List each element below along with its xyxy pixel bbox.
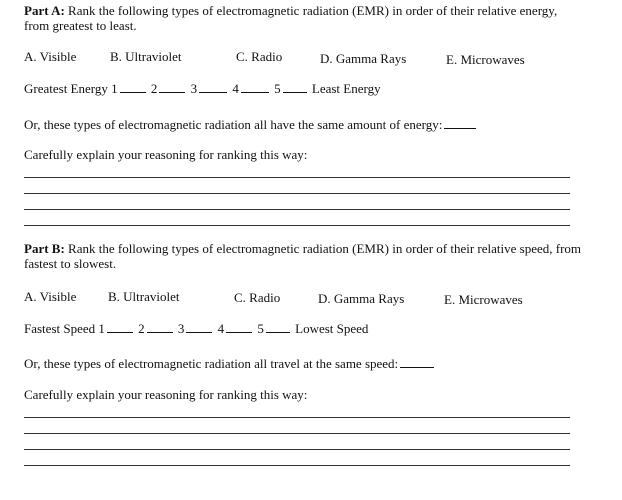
part-a-rank-1-number: 1 <box>111 81 118 96</box>
part-b-intro: Rank the following types of electromagnetic radiation (EMR) in order of their relative speed, from fastest to slowest. <box>24 241 582 271</box>
part-a-rank-3-number: 3 <box>190 81 198 96</box>
part-b-rank-4-number: 4 <box>217 321 225 336</box>
part-b-option-c: C. Radio <box>234 290 281 305</box>
part-b-rank-1-blank[interactable] <box>107 321 133 333</box>
part-b-rank-end: Lowest Speed <box>295 321 369 336</box>
part-a-option-b: B. Ultraviolet <box>110 49 182 64</box>
part-a-rank-end: Least Energy <box>311 81 381 96</box>
part-b-option-d: D. Gamma Rays <box>318 291 405 306</box>
part-b-answer-line-2[interactable] <box>24 433 570 434</box>
part-b-rank-3-blank[interactable] <box>186 321 212 333</box>
part-a-label: Part A: <box>24 3 65 18</box>
part-a-instructions <box>24 3 584 33</box>
part-b-rank-2-number: 2 <box>138 321 145 336</box>
part-a-option-c: C. Radio <box>236 49 283 64</box>
part-a-answer-line-3[interactable] <box>24 209 570 210</box>
part-a-option-d: D. Gamma Rays <box>320 51 407 66</box>
part-a-rank-1-blank[interactable] <box>120 81 146 93</box>
part-b-rank-2-blank[interactable] <box>147 321 173 333</box>
part-a-same-blank[interactable] <box>444 117 476 129</box>
part-a-answer-line-2[interactable] <box>24 193 570 194</box>
part-a-rank-4-number: 4 <box>232 81 239 96</box>
part-b-label: Part B: <box>24 241 65 256</box>
part-b-instructions <box>24 241 584 271</box>
part-a-intro: Rank the following types of electromagnetic radiation (EMR) in order of their relative energy, from greatest to least. <box>24 3 558 33</box>
part-b-ranking-row <box>24 321 368 337</box>
part-b-explain-prompt: Carefully explain your reasoning for ranking this way: <box>24 387 308 402</box>
part-a-explain-prompt: Carefully explain your reasoning for ranking this way: <box>24 147 308 162</box>
part-b-option-e: E. Microwaves <box>444 292 523 307</box>
part-a-answer-line-1[interactable] <box>24 177 570 178</box>
part-b-same-blank[interactable] <box>400 356 434 368</box>
part-a-same-question: Or, these types of electromagnetic radiation all have the same amount of energy: <box>24 117 443 132</box>
part-a-option-a: A. Visible <box>24 49 77 64</box>
part-a-same-row <box>24 117 478 133</box>
part-b-rank-4-blank[interactable] <box>226 321 252 333</box>
part-b-answer-line-1[interactable] <box>24 417 570 418</box>
part-b-same-question: Or, these types of electromagnetic radiation all travel at the same speed: <box>24 356 399 371</box>
part-b-rank-1-number: 1 <box>98 321 105 336</box>
part-a-rank-3-blank[interactable] <box>199 81 227 93</box>
part-b-rank-5-blank[interactable] <box>266 321 290 333</box>
part-b-same-row <box>24 356 436 372</box>
part-a-rank-2-blank[interactable] <box>159 81 185 93</box>
part-b-option-a: A. Visible <box>24 289 77 304</box>
part-b-option-b: B. Ultraviolet <box>108 289 180 304</box>
part-a-rank-2-number: 2 <box>150 81 158 96</box>
part-a-rank-5-number: 5 <box>274 81 281 96</box>
part-b-answer-line-4[interactable] <box>24 465 570 466</box>
part-a-option-e: E. Microwaves <box>446 52 525 67</box>
part-b-rank-start: Fastest Speed <box>24 321 96 336</box>
part-a-rank-4-blank[interactable] <box>241 81 269 93</box>
part-b-answer-line-3[interactable] <box>24 449 570 450</box>
part-a-rank-start: Greatest Energy <box>24 81 108 96</box>
part-a-answer-line-4[interactable] <box>24 225 570 226</box>
part-b-rank-3-number: 3 <box>177 321 185 336</box>
part-b-rank-5-number: 5 <box>257 321 264 336</box>
part-a-rank-5-blank[interactable] <box>283 81 307 93</box>
part-a-ranking-row <box>24 81 381 97</box>
